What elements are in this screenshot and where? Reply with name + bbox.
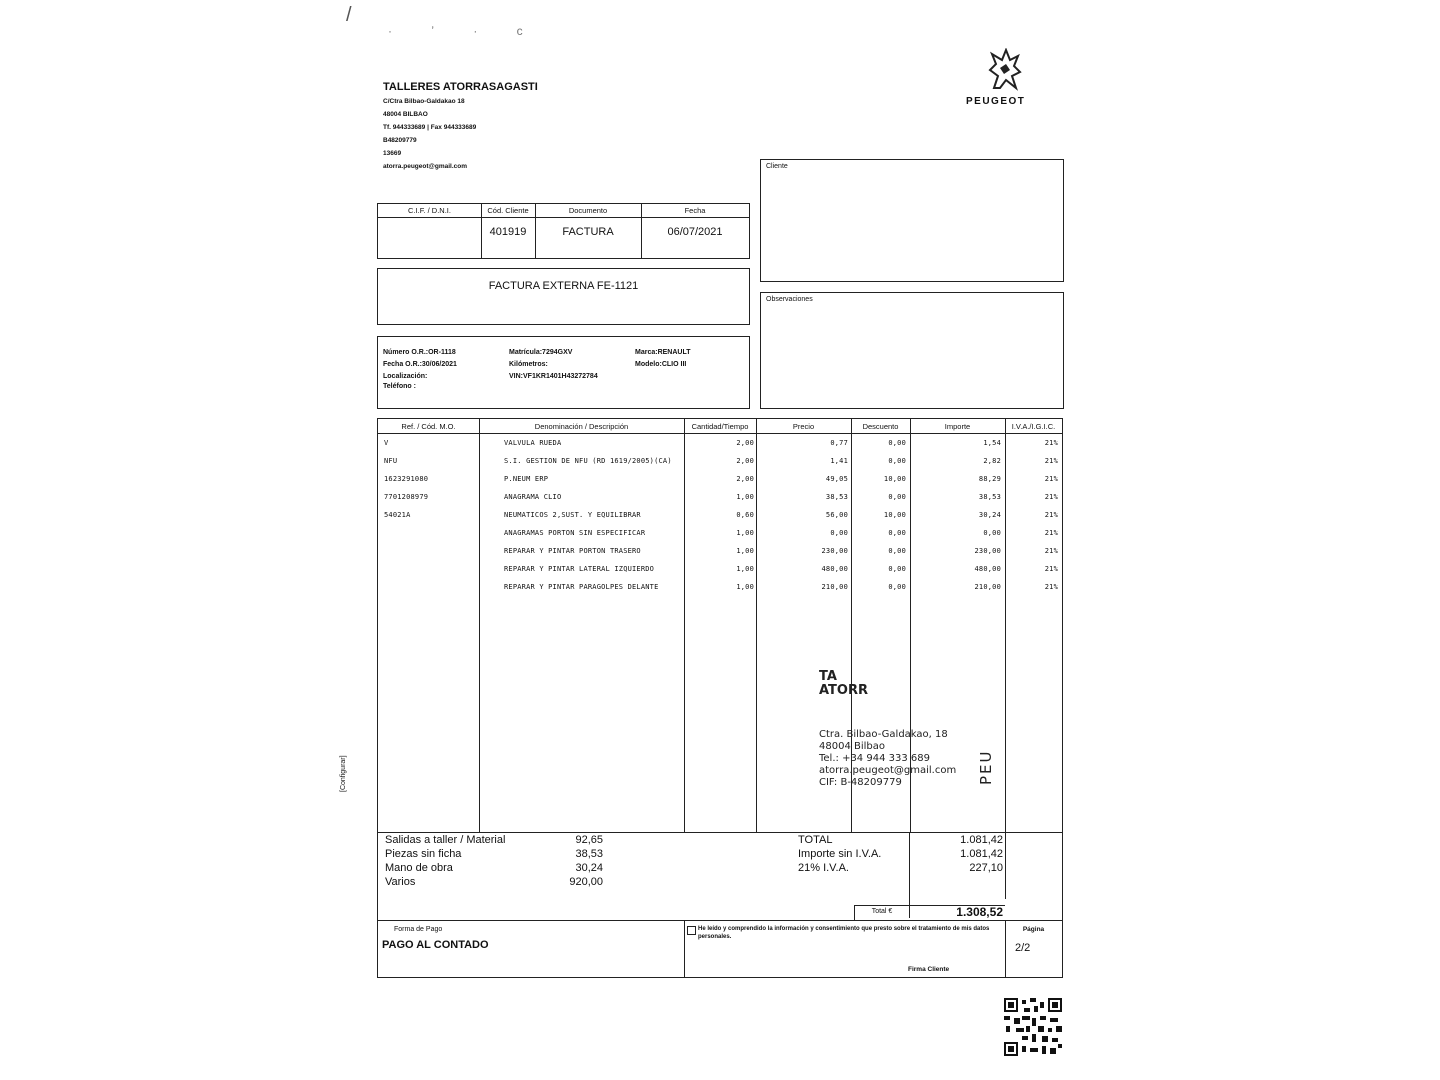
company-address-line: C/Ctra Bilbao-Galdakao 18 [383,98,465,105]
table-row [378,493,1062,511]
page-value: 2/2 [1015,942,1031,954]
row-amount: 1,54 [983,439,1001,447]
modelo: Modelo:CLIO III [635,361,687,368]
row-description: ANAGRAMAS PORTON SIN ESPECIFICAR [504,529,646,537]
company-email-line: atorra.peugeot@gmail.com [383,163,467,170]
cod-cliente-value: 401919 [489,226,527,238]
table-row [378,475,1062,493]
payment-value: PAGO AL CONTADO [382,939,489,951]
stamp-title-1: TA [819,669,837,684]
col-header-amount: Importe [944,422,971,431]
documento-value: FACTURA [562,226,614,238]
row-amount: 210,00 [974,583,1001,591]
col-header-vat: I.V.A./I.G.I.C. [1011,422,1056,431]
col-header-ref: Ref. / Cód. M.O. [401,422,456,431]
row-discount: 0,00 [888,493,906,501]
consent-checkbox[interactable] [687,926,696,935]
table-row [378,583,1062,601]
factura-externa-text: FACTURA EXTERNA FE-1121 [488,280,639,292]
table-row [378,529,1062,547]
vehicle-info-box [377,336,750,409]
stamp-line: CIF: B-48209779 [819,777,902,788]
row-quantity: 1,00 [736,529,754,537]
row-description: P.NEUM ERP [504,475,549,483]
cif-label: C.I.F. / D.N.I. [408,206,451,215]
qr-code-icon [1004,998,1062,1056]
company-cif-line: B48209779 [383,137,417,144]
company-stamp [819,669,1019,799]
row-price: 38,53 [825,493,848,501]
telephone: Teléfono : [383,383,416,390]
row-discount: 0,00 [888,457,906,465]
kilometros: Kilómetros: [509,361,548,368]
row-vat: 21% [1044,529,1058,537]
company-phone-line: Tf. 944333689 | Fax 944333689 [383,124,477,131]
row-price: 210,00 [821,583,848,591]
matricula: Matrícula:7294GXV [509,349,573,356]
or-number: Número O.R.:OR-1118 [383,349,456,356]
row-amount: 30,24 [978,511,1001,519]
row-quantity: 0,60 [736,511,754,519]
row-quantity: 1,00 [736,493,754,501]
row-description: S.I. GESTION DE NFU (RD 1619/2005)(CA) [504,457,672,465]
factura-externa-box [377,268,750,325]
row-price: 230,00 [821,547,848,555]
row-ref: 54021A [384,511,411,519]
grand-total-label: Total € [871,908,893,915]
col-header-discount: Descuento [862,422,899,431]
company-address-line: 48004 BILBAO [383,111,428,118]
row-amount: 230,00 [974,547,1001,555]
summary-value: 38,53 [575,848,603,860]
vin: VIN:VF1KR1401H43272784 [509,373,598,380]
row-amount: 0,00 [983,529,1001,537]
row-discount: 0,00 [888,529,906,537]
summary-value: 920,00 [569,876,603,888]
row-price: 1,41 [830,457,848,465]
row-description: REPARAR Y PINTAR LATERAL IZQUIERDO [504,565,655,573]
summary-label: Salidas a taller / Material [385,834,506,846]
row-ref: 7701208979 [384,493,429,501]
summary-label: Varios [385,876,416,888]
row-vat: 21% [1044,439,1058,447]
row-discount: 0,00 [888,547,906,555]
total-value: 1.081,42 [960,834,1003,846]
page-label: Página [1022,926,1045,933]
row-price: 0,77 [830,439,848,447]
row-quantity: 1,00 [736,565,754,573]
row-quantity: 1,00 [736,583,754,591]
row-description: ANAGRAMA CLIO [504,493,562,501]
row-price: 0,00 [830,529,848,537]
row-price: 56,00 [825,511,848,519]
side-configurar-label: [Configurar] [340,755,347,792]
col-header-quantity: Cantidad/Tiempo [691,422,749,431]
consent-text: He leído y comprendido la información y consentimiento que presto sobre el tratamiento de mis datos personales. [698,926,990,940]
base-label: Importe sin I.V.A. [798,848,882,860]
vat-label: 21% I.V.A. [798,862,849,874]
signature-label: Firma Cliente [908,966,950,973]
row-amount: 480,00 [974,565,1001,573]
cod-cliente-label: Cód. Cliente [487,206,529,215]
stamp-line: atorra.peugeot@gmail.com [819,765,957,776]
row-vat: 21% [1044,583,1058,591]
col-header-description: Denominación / Descripción [534,422,629,431]
peugeot-lion-logo [980,48,1028,92]
stamp-vertical-brand: PEU [977,749,995,785]
or-date: Fecha O.R.:30/06/2021 [383,361,457,368]
row-discount: 0,00 [888,583,906,591]
stamp-line: Tel.: +34 944 333 689 [819,753,930,764]
summary-value: 92,65 [575,834,603,846]
row-vat: 21% [1044,511,1058,519]
row-quantity: 2,00 [736,457,754,465]
table-row [378,439,1062,457]
row-price: 480,00 [821,565,848,573]
row-price: 49,05 [825,475,848,483]
row-amount: 38,53 [978,493,1001,501]
row-discount: 10,00 [883,475,906,483]
stamp-line: Ctra. Bilbao-Galdakao, 18 [819,729,948,740]
row-ref: NFU [384,457,398,465]
row-discount: 0,00 [888,439,906,447]
row-ref: V [384,439,389,447]
row-quantity: 2,00 [736,439,754,447]
row-quantity: 1,00 [736,547,754,555]
summary-label: Piezas sin ficha [385,848,462,860]
row-amount: 2,82 [983,457,1001,465]
observaciones-label: Observaciones [766,296,813,303]
brand-name: PEUGEOT [966,96,1026,107]
row-vat: 21% [1044,547,1058,555]
fecha-label: Fecha [684,206,706,215]
total-label: TOTAL [798,834,833,846]
observaciones-box [760,292,1064,409]
marca: Marca:RENAULT [635,349,691,356]
table-row [378,511,1062,529]
row-discount: 0,00 [888,565,906,573]
row-description: REPARAR Y PINTAR PORTON TRASERO [504,547,641,555]
vat-value: 227,10 [969,862,1003,874]
summary-value: 30,24 [575,862,603,874]
row-vat: 21% [1044,565,1058,573]
table-row [378,565,1062,583]
items-table-body [378,437,1062,617]
col-header-price: Precio [792,422,815,431]
row-vat: 21% [1044,475,1058,483]
row-description: NEUMATICOS 2,SUST. Y EQUILIBRAR [504,511,641,519]
base-value: 1.081,42 [960,848,1003,860]
summary-label: Mano de obra [385,862,453,874]
company-name: TALLERES ATORRASAGASTI [383,81,538,93]
cliente-box [760,159,1064,282]
table-row [378,547,1062,565]
row-description: VALVULA RUEDA [504,439,562,447]
grand-total-value: 1.308,52 [956,905,1003,919]
document-header-table [377,203,750,259]
cliente-label: Cliente [766,163,788,170]
row-discount: 10,00 [883,511,906,519]
fecha-value: 06/07/2021 [667,226,723,238]
location: Localización: [383,373,428,380]
stamp-title-2: ATORR [819,683,868,698]
stamp-line: 48004 Bilbao [819,741,886,752]
row-amount: 88,29 [978,475,1001,483]
row-quantity: 2,00 [736,475,754,483]
documento-label: Documento [568,206,608,215]
scan-mark-slash: / [346,4,352,26]
row-description: REPARAR Y PINTAR PARAGOLPES DELANTE [504,583,659,591]
scan-mark-dots: · ʼ · c [388,24,541,38]
table-row [378,457,1062,475]
row-vat: 21% [1044,457,1058,465]
company-code-line: 13669 [383,150,402,157]
row-ref: 1623291080 [384,475,429,483]
row-vat: 21% [1044,493,1058,501]
items-table [377,418,1063,978]
payment-label: Forma de Pago [394,926,443,933]
